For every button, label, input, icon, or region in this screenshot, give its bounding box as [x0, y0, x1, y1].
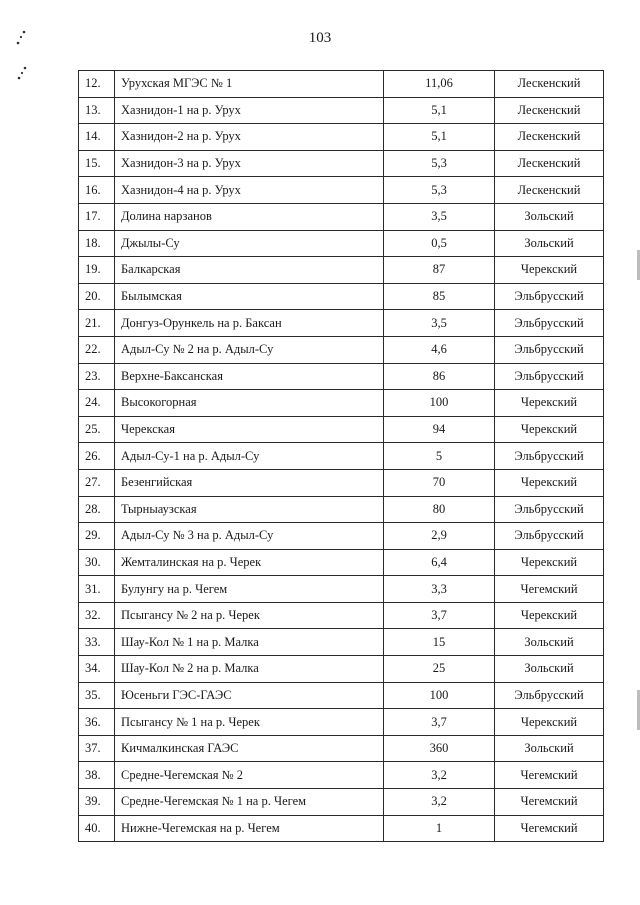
power-cell: 25 — [384, 656, 495, 683]
station-name-cell: Шау-Кол № 2 на р. Малка — [115, 656, 384, 683]
power-cell: 360 — [384, 735, 495, 762]
row-number-cell: 25. — [79, 416, 115, 443]
row-number-cell: 17. — [79, 203, 115, 230]
table-row — [79, 549, 604, 576]
table-body — [79, 71, 604, 842]
station-name-cell: Нижне-Чегемская на р. Чегем — [115, 815, 384, 842]
power-cell: 2,9 — [384, 523, 495, 550]
district-cell: Чегемский — [495, 576, 604, 603]
table-row — [79, 150, 604, 177]
station-name-cell: Хазнидон-3 на р. Урух — [115, 150, 384, 177]
station-name-cell: Джылы-Су — [115, 230, 384, 257]
table-row — [79, 230, 604, 257]
power-cell: 86 — [384, 363, 495, 390]
row-number-cell: 32. — [79, 602, 115, 629]
table-row — [79, 523, 604, 550]
row-number-cell: 18. — [79, 230, 115, 257]
district-cell: Эльбрусский — [495, 443, 604, 470]
row-number-cell: 23. — [79, 363, 115, 390]
district-cell: Эльбрусский — [495, 682, 604, 709]
power-cell: 3,7 — [384, 709, 495, 736]
row-number-cell: 20. — [79, 283, 115, 310]
power-cell: 100 — [384, 390, 495, 417]
row-number-cell: 29. — [79, 523, 115, 550]
power-cell: 4,6 — [384, 336, 495, 363]
station-name-cell: Кичмалкинская ГАЭС — [115, 735, 384, 762]
row-number-cell: 22. — [79, 336, 115, 363]
station-name-cell: Средне-Чегемская № 1 на р. Чегем — [115, 789, 384, 816]
table-row — [79, 71, 604, 98]
row-number-cell: 16. — [79, 177, 115, 204]
district-cell: Зольский — [495, 230, 604, 257]
station-name-cell: Былымская — [115, 283, 384, 310]
row-number-cell: 13. — [79, 97, 115, 124]
row-number-cell: 26. — [79, 443, 115, 470]
district-cell: Лескенский — [495, 71, 604, 98]
row-number-cell: 14. — [79, 124, 115, 151]
table-row — [79, 682, 604, 709]
power-cell: 70 — [384, 469, 495, 496]
power-cell: 3,5 — [384, 310, 495, 337]
row-number-cell: 15. — [79, 150, 115, 177]
row-number-cell: 37. — [79, 735, 115, 762]
power-cell: 11,06 — [384, 71, 495, 98]
row-number-cell: 24. — [79, 390, 115, 417]
table-row — [79, 496, 604, 523]
table-row — [79, 257, 604, 284]
power-cell: 0,5 — [384, 230, 495, 257]
district-cell: Чегемский — [495, 789, 604, 816]
power-cell: 87 — [384, 257, 495, 284]
district-cell: Чегемский — [495, 815, 604, 842]
district-cell: Зольский — [495, 735, 604, 762]
power-cell: 5,1 — [384, 97, 495, 124]
district-cell: Зольский — [495, 656, 604, 683]
district-cell: Лескенский — [495, 177, 604, 204]
power-cell: 15 — [384, 629, 495, 656]
page-number: 103 — [308, 30, 332, 46]
row-number-cell: 28. — [79, 496, 115, 523]
station-name-cell: Урухская МГЭС № 1 — [115, 71, 384, 98]
table-row — [79, 363, 604, 390]
table-row — [79, 124, 604, 151]
station-name-cell: Адыл-Су № 3 на р. Адыл-Су — [115, 523, 384, 550]
row-number-cell: 30. — [79, 549, 115, 576]
table-row — [79, 709, 604, 736]
station-name-cell: Черекская — [115, 416, 384, 443]
station-name-cell: Донгуз-Орункель на р. Баксан — [115, 310, 384, 337]
table-row — [79, 789, 604, 816]
station-name-cell: Балкарская — [115, 257, 384, 284]
district-cell: Эльбрусский — [495, 523, 604, 550]
district-cell: Эльбрусский — [495, 336, 604, 363]
station-name-cell: Безенгийская — [115, 469, 384, 496]
power-cell: 3,7 — [384, 602, 495, 629]
row-number-cell: 39. — [79, 789, 115, 816]
district-cell: Лескенский — [495, 150, 604, 177]
power-cell: 3,3 — [384, 576, 495, 603]
table-row — [79, 656, 604, 683]
district-cell: Черекский — [495, 549, 604, 576]
row-number-cell: 36. — [79, 709, 115, 736]
table-row — [79, 469, 604, 496]
station-name-cell: Адыл-Су № 2 на р. Адыл-Су — [115, 336, 384, 363]
station-name-cell: Верхне-Баксанская — [115, 363, 384, 390]
row-number-cell: 35. — [79, 682, 115, 709]
table-row — [79, 336, 604, 363]
table-row — [79, 602, 604, 629]
power-cell: 3,2 — [384, 789, 495, 816]
table-row — [79, 576, 604, 603]
hydro-stations-table — [78, 70, 604, 842]
district-cell: Эльбрусский — [495, 496, 604, 523]
table-row — [79, 416, 604, 443]
station-name-cell: Высокогорная — [115, 390, 384, 417]
power-cell: 5,1 — [384, 124, 495, 151]
power-cell: 100 — [384, 682, 495, 709]
table-row — [79, 177, 604, 204]
table-row — [79, 443, 604, 470]
table-row — [79, 735, 604, 762]
district-cell: Черекский — [495, 469, 604, 496]
district-cell: Лескенский — [495, 97, 604, 124]
district-cell: Черекский — [495, 709, 604, 736]
table-row — [79, 97, 604, 124]
station-name-cell: Адыл-Су-1 на р. Адыл-Су — [115, 443, 384, 470]
power-cell: 85 — [384, 283, 495, 310]
district-cell: Эльбрусский — [495, 283, 604, 310]
power-cell: 1 — [384, 815, 495, 842]
station-name-cell: Псыгансу № 2 на р. Черек — [115, 602, 384, 629]
station-name-cell: Юсеньги ГЭС-ГАЭС — [115, 682, 384, 709]
table-row — [79, 390, 604, 417]
row-number-cell: 33. — [79, 629, 115, 656]
station-name-cell: Булунгу на р. Чегем — [115, 576, 384, 603]
district-cell: Черекский — [495, 602, 604, 629]
station-name-cell: Хазнидон-2 на р. Урух — [115, 124, 384, 151]
district-cell: Зольский — [495, 629, 604, 656]
station-name-cell: Тырныаузская — [115, 496, 384, 523]
district-cell: Черекский — [495, 257, 604, 284]
district-cell: Эльбрусский — [495, 363, 604, 390]
table-row — [79, 283, 604, 310]
power-cell: 80 — [384, 496, 495, 523]
row-number-cell: 38. — [79, 762, 115, 789]
station-name-cell: Средне-Чегемская № 2 — [115, 762, 384, 789]
station-name-cell: Шау-Кол № 1 на р. Малка — [115, 629, 384, 656]
district-cell: Черекский — [495, 416, 604, 443]
row-number-cell: 27. — [79, 469, 115, 496]
station-name-cell: Жемталинская на р. Черек — [115, 549, 384, 576]
power-cell: 5 — [384, 443, 495, 470]
power-cell: 3,2 — [384, 762, 495, 789]
table-row — [79, 762, 604, 789]
power-cell: 6,4 — [384, 549, 495, 576]
power-cell: 5,3 — [384, 177, 495, 204]
row-number-cell: 21. — [79, 310, 115, 337]
power-cell: 94 — [384, 416, 495, 443]
district-cell: Черекский — [495, 390, 604, 417]
district-cell: Зольский — [495, 203, 604, 230]
district-cell: Чегемский — [495, 762, 604, 789]
station-name-cell: Хазнидон-4 на р. Урух — [115, 177, 384, 204]
row-number-cell: 40. — [79, 815, 115, 842]
station-name-cell: Псыгансу № 1 на р. Черек — [115, 709, 384, 736]
district-cell: Эльбрусский — [495, 310, 604, 337]
table-row — [79, 310, 604, 337]
power-cell: 3,5 — [384, 203, 495, 230]
station-name-cell: Хазнидон-1 на р. Урух — [115, 97, 384, 124]
row-number-cell: 34. — [79, 656, 115, 683]
power-cell: 5,3 — [384, 150, 495, 177]
row-number-cell: 12. — [79, 71, 115, 98]
district-cell: Лескенский — [495, 124, 604, 151]
station-name-cell: Долина нарзанов — [115, 203, 384, 230]
table-row — [79, 629, 604, 656]
row-number-cell: 31. — [79, 576, 115, 603]
row-number-cell: 19. — [79, 257, 115, 284]
table-row — [79, 203, 604, 230]
table-row — [79, 815, 604, 842]
